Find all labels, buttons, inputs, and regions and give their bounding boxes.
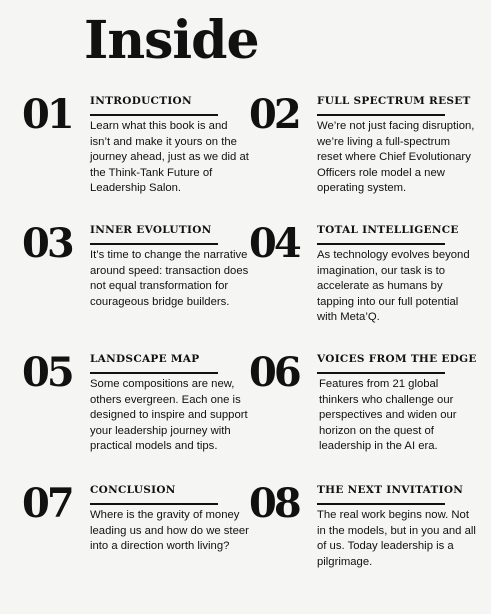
divider (317, 503, 445, 505)
section-description: Learn what this book is and isn’t and make it yours on the journey ahead, just as we did at the Think-Tank Future of Leadership Salon. (90, 120, 249, 195)
section-heading: TOTAL INTELLIGENCE (317, 224, 459, 236)
section-number: 06 (249, 349, 299, 396)
divider (90, 372, 218, 374)
section-description: Some compositions are new, others evergreen. Each one is designed to inspire and support your leadership journey with practical models and tips. (90, 378, 248, 453)
section-description: As technology evolves beyond imagination, our task is to accelerate as humans by tapping into our full potential with Meta’Q. (317, 249, 470, 324)
divider (90, 503, 218, 505)
section-number: 05 (22, 349, 72, 396)
section-heading: CONCLUSION (90, 484, 176, 496)
section-number: 07 (22, 480, 72, 527)
divider (90, 114, 218, 116)
section-number: 08 (249, 480, 299, 527)
section-landscape-map (22, 349, 252, 478)
divider (90, 243, 218, 245)
section-inner-evolution (22, 220, 252, 349)
section-number: 03 (22, 220, 72, 267)
section-total-intelligence (249, 220, 479, 349)
section-description: It’s time to change the narrative around speed: transaction does not equal transformation for courageous bridge builders. (90, 249, 249, 308)
section-description: We’re not just facing disruption, we’re living a full-spectrum reset where Chief Evolutionary Officers role model a new operating system. (317, 120, 475, 195)
divider (317, 114, 445, 116)
section-description: Where is the gravity of money leading us and how do we steer into a direction worth living? (90, 509, 249, 553)
section-description: The real work begins now. Not in the models, but in you and all of us. Today leadership is a pilgrimage. (317, 509, 476, 568)
section-introduction (22, 91, 252, 220)
divider (317, 372, 445, 374)
section-number: 02 (249, 91, 299, 138)
section-heading: INTRODUCTION (90, 95, 192, 107)
section-heading: VOICES FROM THE EDGE (317, 353, 477, 365)
section-conclusion (22, 480, 252, 609)
section-number: 01 (22, 91, 72, 138)
section-heading: LANDSCAPE MAP (90, 353, 200, 365)
divider (317, 243, 445, 245)
section-the-next-invitation (249, 480, 479, 609)
section-heading: THE NEXT INVITATION (317, 484, 464, 496)
section-full-spectrum-reset (249, 91, 479, 220)
section-heading: INNER EVOLUTION (90, 224, 212, 236)
section-voices-from-the-edge (249, 349, 479, 478)
section-heading: FULL SPECTRUM RESET (317, 95, 471, 107)
section-number: 04 (249, 220, 299, 267)
section-description: Features from 21 global thinkers who challenge our perspectives and widen our horizon on the quest of leadership in the AI era. (319, 378, 457, 453)
page-title: Inside (84, 10, 259, 71)
